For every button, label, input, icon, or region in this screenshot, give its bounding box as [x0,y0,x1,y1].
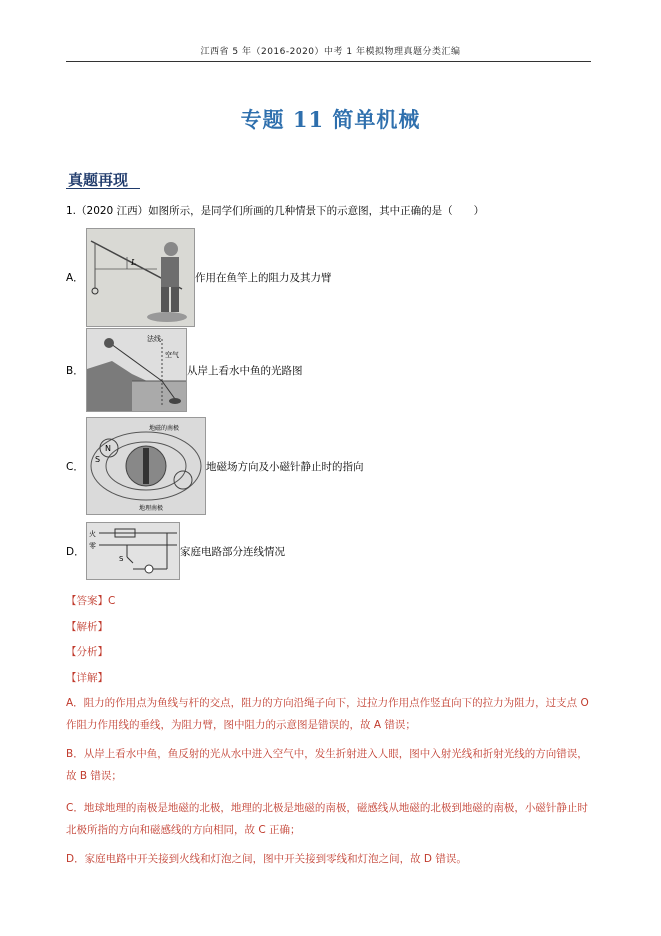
page-title: 专题 11 简单机械 [240,107,421,132]
option-letter: A． [66,272,84,284]
option-b [66,328,303,412]
explanation-d: D．家庭电路中开关接到火线和灯泡之间，图中开关接到零线和灯泡之间，故 D 错误。 [66,853,467,865]
section-underline [66,188,140,189]
fig-label: S [95,455,101,464]
section-heading: 真题再现 [68,171,129,189]
option-caption: 作用在鱼竿上的阻力及其力臂 [195,272,332,284]
fig-label: 零 [89,542,96,550]
fig-label: 地理南极 [139,505,164,512]
fenxi-label: 【分析】 [66,646,108,658]
header-rule [66,61,591,62]
explanation-b: B．从岸上看水中鱼，鱼反射的光从水中进入空气中，发生折射进入人眼，图中入射光线和折射光线的方向错误，故 B 错误； [66,748,588,782]
refraction-figure [86,328,187,412]
fig-label: 法线 [147,335,161,343]
analysis-label: 【解析】 [66,621,108,633]
fig-label: 火 [89,530,96,538]
fig-label: N [105,444,111,453]
question-text: 1.（2020 江西）如图所示，是同学们所画的几种情景下的示意图，其中正确的是（ ） [66,205,485,217]
option-caption: 从岸上看水中鱼的光路图 [187,364,303,377]
option-letter: D． [66,545,85,558]
answer-label: 【答案】 [66,595,108,607]
option-d [66,522,285,580]
option-letter: B． [66,364,84,377]
answer-line [66,593,115,608]
option-letter: C． [66,460,84,473]
fig-label: 地磁的南极 [149,425,180,432]
explanation-c: C．地球地理的南极是地磁的北极，地理的北极是地磁的南极，磁感线从地磁的北极到地磁的南极，小磁针静止时北极所指的方向和磁感线的方向相同，故 C 正确； [66,802,588,836]
page-header: 江西省 5 年（2016-2020）中考 1 年模拟物理真题分类汇编 [200,47,461,57]
fig-label: 空气 [165,351,179,359]
fishing-figure [86,228,195,327]
option-c [66,417,364,515]
option-a [66,228,332,327]
option-caption: 地磁场方向及小磁针静止时的指向 [206,460,364,473]
circuit-illustration [87,523,179,579]
fig-label: L [131,258,137,267]
refraction-illustration [87,329,186,411]
fishing-illustration [87,229,194,326]
magnetic-field-figure [86,417,206,515]
magnetic-field-illustration [87,418,205,514]
detail-label: 【详解】 [66,672,108,684]
answer-value: C [108,595,116,607]
option-caption: 家庭电路部分连线情况 [180,545,285,558]
fig-label: S [119,555,124,563]
circuit-figure [86,522,180,580]
explanation-a: A．阻力的作用点为鱼线与杆的交点，阻力的方向沿绳子向下，过拉力作用点作竖直向下的拉力为阻力，过支点 O 作阻力作用线的垂线，为阻力臂，图中阻力的示意图是错误的，故 A 错误； [66,697,589,731]
